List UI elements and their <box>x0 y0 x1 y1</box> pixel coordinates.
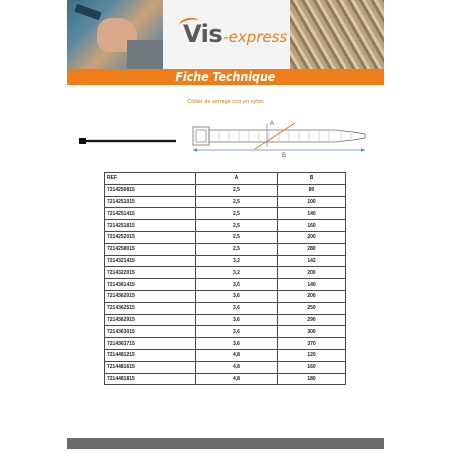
cell-b: 160 <box>278 361 346 373</box>
cell-a: 4,8 <box>196 349 278 361</box>
table-row <box>105 220 346 232</box>
cell-b: 140 <box>278 208 346 220</box>
dimension-a-label: A <box>270 121 275 127</box>
cell-ref: 7214258015 <box>105 243 196 255</box>
cell-ref: 7214481615 <box>105 361 196 373</box>
cell-ref: 7214251415 <box>105 208 196 220</box>
table-row <box>105 231 346 243</box>
header-ref: REF <box>105 173 196 185</box>
photo-tool-shape <box>74 4 101 20</box>
cell-a: 2,5 <box>196 196 278 208</box>
cell-ref: 7214250815 <box>105 184 196 196</box>
cell-ref: 7214362515 <box>105 302 196 314</box>
cell-b: 120 <box>278 349 346 361</box>
cell-ref: 7214361415 <box>105 279 196 291</box>
cell-ref: 7214481215 <box>105 349 196 361</box>
cell-a: 2,5 <box>196 243 278 255</box>
table-row <box>105 243 346 255</box>
cell-b: 160 <box>278 220 346 232</box>
header-b: B <box>278 173 346 185</box>
cable-tie-small-icon <box>78 134 178 148</box>
cell-b: 280 <box>278 243 346 255</box>
dimension-b-label: B <box>282 153 287 159</box>
cell-a: 3,6 <box>196 338 278 350</box>
cell-b: 300 <box>278 326 346 338</box>
cable-tie-dimension-diagram <box>185 117 377 159</box>
cell-a: 3,6 <box>196 290 278 302</box>
product-title: Collier de serrage noir en nylon <box>187 99 264 105</box>
cell-b: 250 <box>278 302 346 314</box>
table-row <box>105 279 346 291</box>
cell-b: 200 <box>278 267 346 279</box>
cell-a: 3,6 <box>196 279 278 291</box>
cell-a: 2,5 <box>196 184 278 196</box>
tie-strap <box>86 140 176 142</box>
cell-a: 2,5 <box>196 220 278 232</box>
cell-b: 200 <box>278 231 346 243</box>
tie-head <box>79 138 86 144</box>
table-row <box>105 302 346 314</box>
header-photo-hands-tools <box>67 0 163 69</box>
header-photo-screws <box>290 0 384 69</box>
table-row <box>105 267 346 279</box>
cell-b: 370 <box>278 338 346 350</box>
fiche-title-bar <box>67 69 384 85</box>
cell-a: 4,8 <box>196 373 278 385</box>
table-row <box>105 349 346 361</box>
table-row <box>105 326 346 338</box>
cell-ref: 7214362015 <box>105 290 196 302</box>
cell-a: 3,6 <box>196 314 278 326</box>
photo-sleeve-shape <box>127 40 163 69</box>
cell-ref: 7214363015 <box>105 326 196 338</box>
table-row <box>105 255 346 267</box>
table-row <box>105 184 346 196</box>
cell-a: 2,5 <box>196 231 278 243</box>
table-row <box>105 373 346 385</box>
cell-a: 3,2 <box>196 255 278 267</box>
brand-main: Vis <box>183 20 223 48</box>
brand-suffix: -express <box>223 28 288 46</box>
cell-a: 3,6 <box>196 302 278 314</box>
cell-ref: 7214322015 <box>105 267 196 279</box>
cell-ref: 7214251815 <box>105 220 196 232</box>
table-header-row <box>105 173 346 185</box>
tie-head-slot <box>196 130 206 142</box>
cell-a: 4,8 <box>196 361 278 373</box>
table-row <box>105 196 346 208</box>
cell-b: 200 <box>278 290 346 302</box>
cell-b: 290 <box>278 314 346 326</box>
tie-strap-outline <box>209 130 365 142</box>
cell-a: 3,6 <box>196 326 278 338</box>
cell-b: 142 <box>278 255 346 267</box>
cell-ref: 7214481815 <box>105 373 196 385</box>
table-row <box>105 314 346 326</box>
table-row <box>105 361 346 373</box>
cell-ref: 7214362915 <box>105 314 196 326</box>
cell-ref: 7214321415 <box>105 255 196 267</box>
spec-table <box>104 172 346 385</box>
cell-ref: 7214363715 <box>105 338 196 350</box>
cell-a: 3,2 <box>196 267 278 279</box>
cell-ref: 7214251015 <box>105 196 196 208</box>
table-row <box>105 208 346 220</box>
cell-b: 140 <box>278 279 346 291</box>
header-a: A <box>196 173 278 185</box>
footer-bar <box>67 438 384 449</box>
cell-a: 2,5 <box>196 208 278 220</box>
brand-logo <box>183 20 287 48</box>
table-row <box>105 338 346 350</box>
table-row <box>105 290 346 302</box>
tie-ribs <box>219 131 351 141</box>
tie-head-outline <box>193 127 209 145</box>
cell-b: 180 <box>278 373 346 385</box>
fiche-title: Fiche Technique <box>175 70 276 84</box>
cell-ref: 7214252015 <box>105 231 196 243</box>
cell-b: 80 <box>278 184 346 196</box>
cell-b: 100 <box>278 196 346 208</box>
